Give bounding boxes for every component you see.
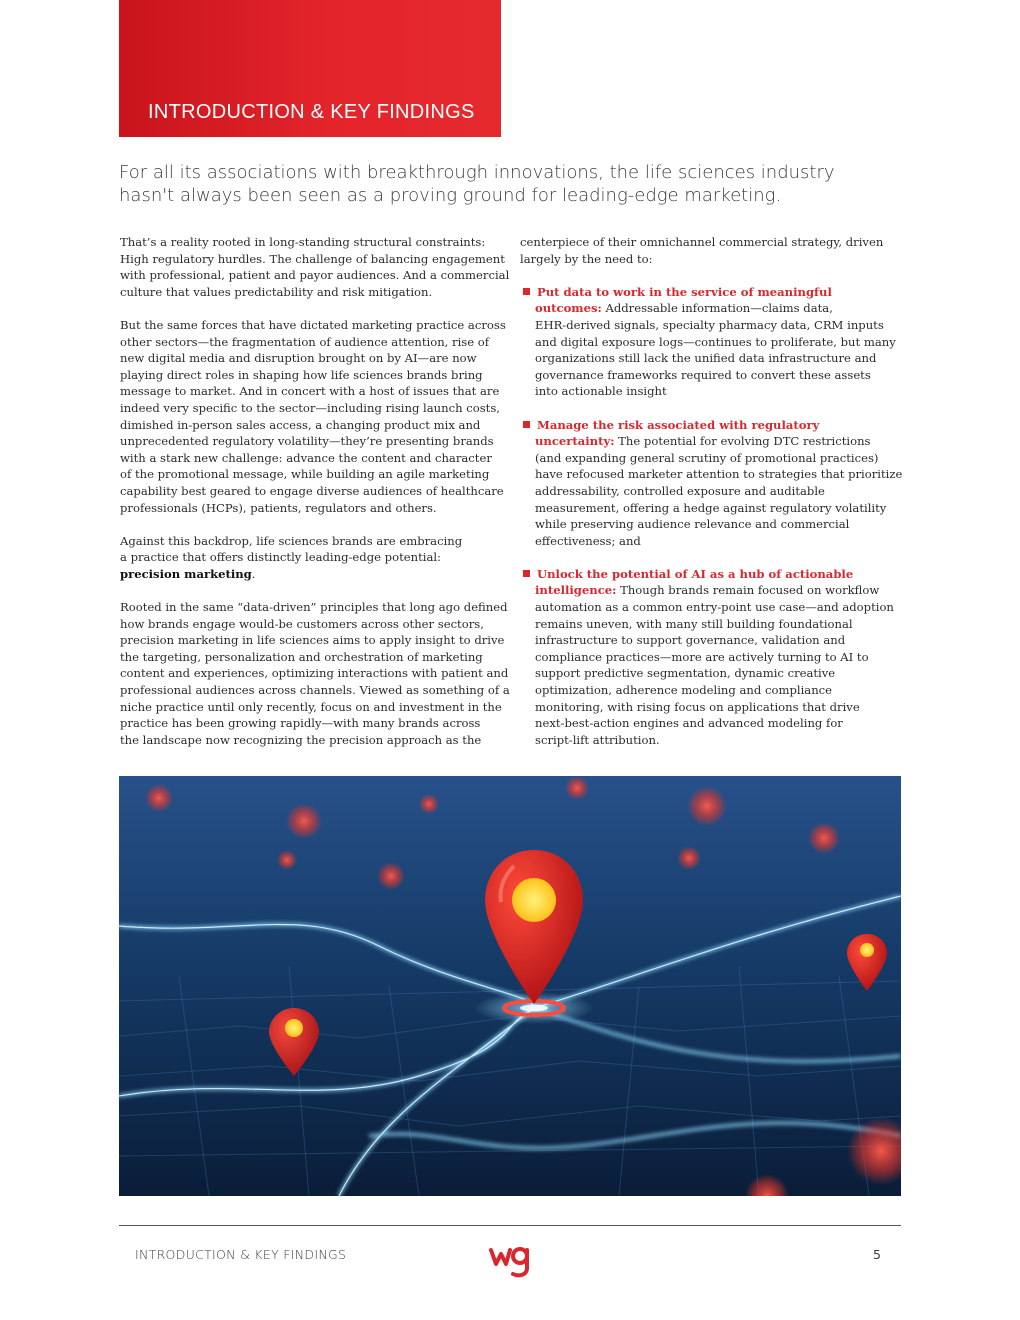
bullet-heading: Manage the risk associated with regulatory bbox=[537, 417, 820, 432]
text-line: have refocused marketer attention to strategies that prioritize bbox=[535, 467, 903, 482]
text-line: indeed very specific to the sector—including rising launch costs, bbox=[120, 400, 500, 415]
text-line: professionals (HCPs), patients, regulators and others. bbox=[120, 500, 437, 515]
text-line: automation as a common entry-point use case—and adoption bbox=[535, 600, 894, 615]
text-line: the landscape now recognizing the precision approach as the bbox=[120, 732, 482, 747]
square-bullet-icon bbox=[523, 570, 530, 577]
text-line: content and experiences, optimizing interactions with patient and bbox=[120, 666, 509, 681]
text-line: measurement, offering a hedge against regulatory volatility bbox=[535, 500, 887, 515]
bullet-heading: outcomes: bbox=[535, 301, 602, 316]
square-bullet-icon bbox=[523, 421, 530, 428]
text-line: But the same forces that have dictated marketing practice across bbox=[120, 317, 506, 332]
text-line: EHR-derived signals, specialty pharmacy data, CRM inputs bbox=[535, 317, 884, 332]
text-line: optimization, adherence modeling and compliance bbox=[535, 683, 833, 698]
footer-divider bbox=[119, 1225, 901, 1226]
text-line: infrastructure to support governance, validation and bbox=[535, 633, 846, 648]
text-fragment: . bbox=[251, 566, 256, 581]
text-line: script-lift attribution. bbox=[535, 732, 660, 747]
text-line: addressability, controlled exposure and auditable bbox=[535, 483, 825, 498]
text-fragment: The potential for evolving DTC restrictions bbox=[614, 434, 871, 449]
text-line: niche practice until only recently, focus on and investment in the bbox=[120, 699, 502, 714]
section-title: INTRODUCTION & KEY FINDINGS bbox=[148, 101, 475, 123]
lede-line: For all its associations with breakthrough innovations, the life sciences industry bbox=[119, 162, 835, 183]
text-line: precision marketing in life sciences aims to apply insight to drive bbox=[120, 633, 505, 648]
text-line: That’s a reality rooted in long-standing structural constraints: bbox=[120, 235, 486, 249]
text-line: (and expanding general scrutiny of promotional practices) bbox=[535, 450, 879, 465]
text-line: culture that values predictability and risk mitigation. bbox=[120, 284, 433, 299]
text-fragment: Though brands remain focused on workflow bbox=[616, 583, 880, 598]
text-line: and digital exposure logs—continues to proliferate, but many bbox=[535, 334, 896, 349]
text-line: effectiveness; and bbox=[535, 533, 641, 548]
text-line: organizations still lack the unified data infrastructure and bbox=[535, 351, 877, 366]
text-line: other sectors—the fragmentation of audience attention, rise of bbox=[120, 334, 490, 349]
text-line: largely by the need to: bbox=[520, 251, 653, 266]
paragraph-4 bbox=[120, 599, 510, 748]
text-line: playing direct roles in shaping how life sciences brands bring bbox=[120, 367, 483, 382]
text-line: into actionable insight bbox=[535, 384, 667, 399]
wg-logo bbox=[489, 1244, 531, 1278]
intro-paragraph bbox=[520, 234, 900, 267]
right-column bbox=[520, 234, 903, 748]
emphasis-term: precision marketing bbox=[120, 566, 252, 581]
text-line: capability best geared to engage diverse audiences of healthcare bbox=[120, 483, 504, 498]
square-bullet-icon bbox=[523, 288, 530, 295]
text-line: High regulatory hurdles. The challenge of balancing engagement bbox=[120, 251, 505, 266]
bullet-heading: intelligence: bbox=[535, 583, 617, 598]
lede-paragraph bbox=[119, 161, 909, 207]
text-line: monitoring, with rising focus on applications that drive bbox=[535, 699, 860, 714]
text-line: while preserving audience relevance and commercial bbox=[535, 517, 850, 532]
text-line: centerpiece of their omnichannel commercial strategy, driven bbox=[520, 235, 884, 249]
text-line: governance frameworks required to convert these assets bbox=[535, 367, 871, 382]
text-line: compliance practices—more are actively turning to AI to bbox=[535, 649, 869, 664]
bullet-heading: uncertainty: bbox=[535, 434, 615, 449]
text-line: with professional, patient and payor audiences. And a commercial bbox=[120, 268, 510, 283]
text-line: how brands engage would-be customers across other sectors, bbox=[120, 616, 484, 631]
text-line: practice has been growing rapidly—with many brands across bbox=[120, 716, 481, 731]
text-line: professional audiences across channels. Viewed as something of a bbox=[120, 683, 510, 698]
text-fragment: Addressable information—claims data, bbox=[601, 301, 833, 316]
text-line: Rooted in the same “data-driven” principles that long ago defined bbox=[120, 600, 508, 615]
text-line: a practice that offers distinctly leading-edge potential: bbox=[120, 550, 441, 565]
text-line: next-best-action engines and advanced modeling for bbox=[535, 716, 843, 731]
lede-line: hasn't always been seen as a proving ground for leading-edge marketing. bbox=[119, 185, 782, 206]
bullet-item bbox=[520, 566, 900, 749]
text-line: support predictive segmentation, dynamic creative bbox=[535, 666, 836, 681]
text-line: with a stark new challenge: advance the content and character bbox=[120, 450, 492, 465]
text-line: the targeting, personalization and orchestration of marketing bbox=[120, 649, 483, 664]
bullet-item bbox=[520, 417, 903, 550]
text-line: of the promotional message, while building an agile marketing bbox=[120, 467, 490, 482]
paragraph-2 bbox=[120, 317, 510, 516]
bullet-heading: Unlock the potential of AI as a hub of actionable bbox=[537, 566, 854, 581]
bullet-heading: Put data to work in the service of meaningful bbox=[537, 284, 832, 299]
text-line: Against this backdrop, life sciences brands are embracing bbox=[120, 533, 463, 548]
page-number: 5 bbox=[873, 1247, 881, 1262]
text-line: message to market. And in concert with a host of issues that are bbox=[120, 384, 500, 399]
text-line: unprecedented regulatory volatility—they’re presenting brands bbox=[120, 434, 494, 449]
paragraph-3 bbox=[120, 533, 510, 583]
footer-section-label: INTRODUCTION & KEY FINDINGS bbox=[135, 1247, 347, 1262]
bullet-item bbox=[520, 284, 900, 400]
left-column bbox=[120, 234, 510, 748]
text-line: dimished in-person sales access, a changing product mix and bbox=[120, 417, 481, 432]
map-pin-network-illustration bbox=[119, 776, 901, 1196]
text-line: new digital media and disruption brought on by AI—are now bbox=[120, 351, 477, 366]
text-line: remains uneven, with many still building foundational bbox=[535, 616, 853, 631]
paragraph-1 bbox=[120, 234, 510, 300]
